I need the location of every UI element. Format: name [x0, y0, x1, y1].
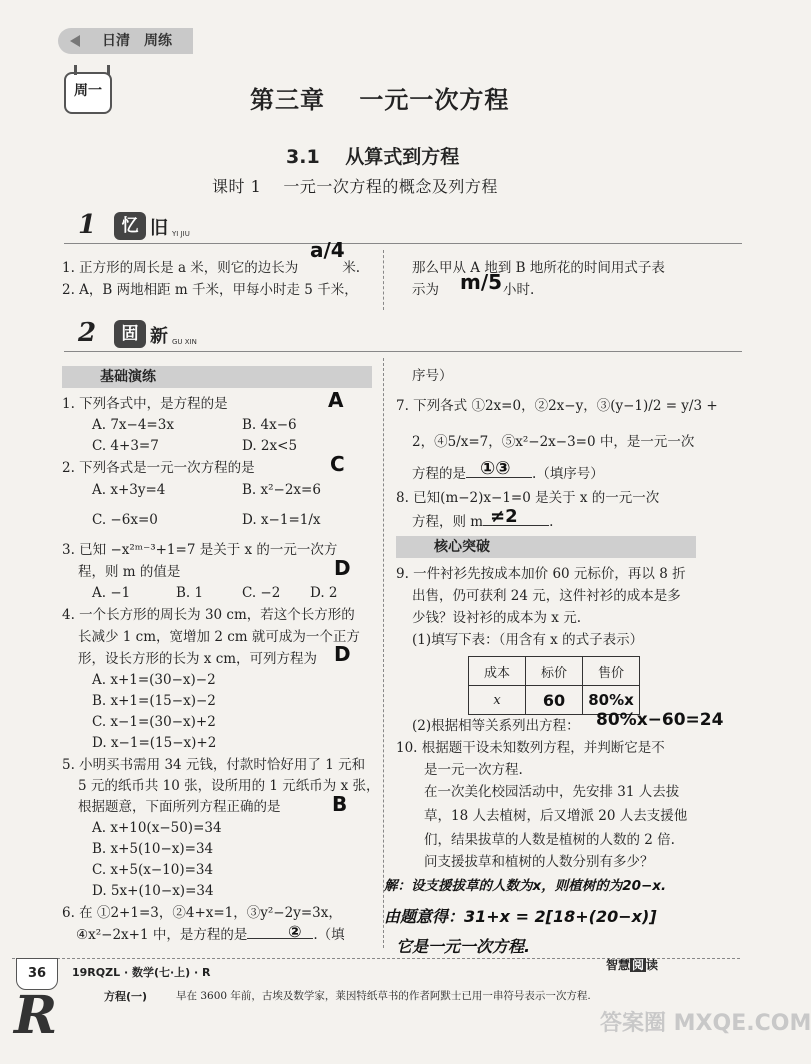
q2-opt-c: C. −6x=0 [92, 512, 158, 528]
q8-stem-1: 8. 已知(m−2)x−1=0 是关于 x 的一元一次 [396, 490, 660, 506]
q10-stem-3: 在一次美化校园活动中，先安排 31 人去拔 [424, 784, 680, 800]
q8-answer: ≠2 [490, 506, 518, 527]
q9-stem-4: (1)填写下表：（用含有 x 的式子表示） [412, 632, 644, 648]
page-number: 36 [16, 958, 58, 990]
q6-blank [247, 938, 313, 939]
q1-stem: 1. 下列各式中，是方程的是 [62, 396, 228, 412]
q2-answer: C [330, 452, 345, 476]
q9-stem-3: 少钱？设衬衫的成本为 x 元. [412, 610, 581, 626]
q4-stem-1: 4. 一个长方形的周长为 30 cm，若这个长方形的 [62, 607, 355, 623]
footnote-label: 方程(一) [104, 990, 148, 1003]
q10-stem-1: 10. 根据题干设未知数列方程，并判断它是不 [396, 740, 665, 756]
section-title: 3.1 从算式到方程 [286, 146, 460, 168]
table-cell: 60 [526, 686, 583, 715]
q10-stem-5: 们，结果拔草的人数是植树的人数的 2 倍. [424, 832, 675, 848]
watermark: 答案圈 MXQE.COM [600, 1011, 811, 1036]
table-header: 标价 [526, 657, 583, 686]
q6-end: .（填 [313, 927, 345, 943]
brand-char: 智 [606, 958, 619, 972]
q5-answer: B [332, 792, 348, 816]
q10-handwritten-line2: 由题意得：31+x = 2[18+(20−x)] [384, 907, 657, 926]
series-letter: R [14, 985, 58, 1046]
calendar-icon [74, 65, 110, 75]
footnote-text: 早在 3600 年前，古埃及数学家，莱因特纸草书的作者阿默士已用一串符号表示一次方程. [176, 990, 591, 1002]
table-row [469, 657, 640, 686]
q8-end: . [549, 514, 554, 530]
part2-label: 新 [150, 326, 168, 347]
table-cell: 80%x [583, 686, 640, 715]
column-divider [383, 250, 384, 310]
review-q2-unit: 小时. [503, 282, 535, 298]
q7-stem-2: 2，④5/x=7，⑤x²−2x−3=0 中，是一元一次 [412, 434, 695, 450]
lesson-title: 课时 1 一元一次方程的概念及列方程 [212, 177, 498, 196]
brand-label [606, 956, 658, 973]
part1-badge: 忆 [114, 212, 146, 240]
q5-stem-1: 5. 小明买书需用 34 元钱，付款时恰好用了 1 元和 [62, 757, 366, 773]
core-heading: 核心突破 [396, 536, 696, 558]
q2-opt-d: D. x−1=1/x [242, 512, 321, 528]
table-cell: x [469, 686, 526, 715]
brand-char: 慧 [618, 958, 631, 972]
part2-number: 2 [78, 318, 97, 348]
review-q2: 2. A，B 两地相距 m 千米，甲每小时走 5 千米， [62, 282, 358, 298]
divider [64, 351, 742, 352]
q7-stem-3: 方程的是 [412, 466, 466, 482]
q6-stem-1: 6. 在 ①2+1=3，②4+x=1，③y²−2y=3x， [62, 905, 342, 921]
q9-answer: 80%x−60=24 [596, 710, 724, 730]
review-q2-answer: m/5 [460, 270, 503, 294]
brand-char: 阅 [632, 958, 645, 972]
q3-opt-a: A. −1 [92, 585, 131, 601]
book-code: 19RQZL · 数学(七·上) · R [72, 966, 211, 979]
q2-opt-a: A. x+3y=4 [92, 482, 166, 498]
q3-stem-1: 3. 已知 −x²ᵐ⁻³+1=7 是关于 x 的一元一次方 [62, 542, 338, 558]
q10-handwritten-line1: 解：设支援拔草的人数为x，则植树的为20−x. [384, 878, 667, 894]
q5-stem-2: 5 元的纸币共 10 张，设所用的 1 元纸币为 x 张， [78, 778, 380, 794]
q4-stem-3: 形，设长方形的长为 x cm，可列方程为 [78, 651, 318, 667]
q5-opt-a: A. x+10(x−50)=34 [92, 820, 222, 836]
q9-stem-1: 9. 一件衬衫先按成本加价 60 元标价，再以 8 折 [396, 566, 686, 582]
divider [64, 243, 742, 244]
brand-char: 读 [646, 958, 659, 972]
q3-answer: D [334, 556, 351, 580]
q3-opt-d: D. 2 [310, 585, 338, 601]
q10-handwritten-line3: 它是一元一次方程. [396, 937, 531, 956]
basic-heading: 基础演练 [62, 366, 372, 388]
q6-stem-3: 序号） [412, 368, 453, 384]
q2-stem: 2. 下列各式是一元一次方程的是 [62, 460, 255, 476]
q4-opt-a: A. x+1=(30−x)−2 [92, 672, 216, 688]
column-divider [383, 358, 384, 948]
header-tab-label: 日清 周练 [102, 33, 172, 49]
q9-table [468, 656, 640, 715]
q2-opt-b: B. x²−2x=6 [242, 482, 321, 498]
q1-opt-d: D. 2x<5 [242, 438, 298, 454]
calendar-day-badge [64, 72, 112, 114]
q9-stem-5: (2)根据相等关系列出方程： [412, 718, 580, 734]
q4-opt-b: B. x+1=(15−x)−2 [92, 693, 216, 709]
q6-answer: ② [288, 922, 302, 941]
part1-pinyin: YI JIU [172, 230, 190, 238]
q10-stem-2: 是一元一次方程. [424, 762, 523, 778]
table-header: 售价 [583, 657, 640, 686]
q4-stem-2: 长减少 1 cm，宽增加 2 cm 就可成为一个正方 [78, 629, 360, 645]
q7-end: .（填序号） [532, 466, 604, 482]
q3-opt-b: B. 1 [176, 585, 204, 601]
q1-opt-b: B. 4x−6 [242, 417, 297, 433]
q4-opt-d: D. x−1=(15−x)+2 [92, 735, 217, 751]
q5-opt-d: D. 5x+(10−x)=34 [92, 883, 214, 899]
arrow-left-icon [70, 35, 80, 47]
q1-opt-c: C. 4+3=7 [92, 438, 159, 454]
q1-answer: A [328, 388, 344, 412]
q3-opt-c: C. −2 [242, 585, 281, 601]
part2-badge: 固 [114, 320, 146, 348]
q4-answer: D [334, 642, 351, 666]
chapter-title: 第三章 一元一次方程 [250, 86, 510, 114]
day-label: 周一 [74, 83, 102, 99]
q5-opt-c: C. x+5(x−10)=34 [92, 862, 214, 878]
review-q1-unit: 米. [342, 260, 361, 276]
review-q1: 1. 正方形的周长是 a 米，则它的边长为 [62, 260, 299, 276]
q4-opt-c: C. x−1=(30−x)+2 [92, 714, 216, 730]
part1-label: 旧 [150, 218, 168, 239]
q5-opt-b: B. x+5(10−x)=34 [92, 841, 214, 857]
q1-opt-a: A. 7x−4=3x [92, 417, 174, 433]
header-tab [58, 28, 193, 54]
part2-pinyin: GU XIN [172, 338, 197, 346]
review-q1-answer: a/4 [310, 238, 345, 262]
review-q2-cont: 那么甲从 A 地到 B 地所花的时间用式子表 [412, 260, 665, 276]
q10-stem-6: 问支援拔草和植树的人数分别有多少？ [424, 854, 654, 870]
q9-stem-2: 出售，仍可获利 24 元，这件衬衫的成本是多 [412, 588, 681, 604]
q7-answer: ①③ [480, 458, 511, 479]
q10-stem-4: 草，18 人去植树，后又增派 20 人去支援他 [424, 808, 688, 824]
q5-stem-3: 根据题意，下面所列方程正确的是 [78, 799, 281, 815]
part1-number: 1 [78, 210, 97, 240]
q3-stem-2: 程，则 m 的值是 [78, 564, 181, 580]
q8-stem-2: 方程，则 m [412, 514, 484, 530]
table-header: 成本 [469, 657, 526, 686]
q6-stem-2: ④x²−2x+1 中，是方程的是 [76, 927, 248, 943]
review-q2-cont2: 示为 [412, 282, 439, 298]
q7-stem-1: 7. 下列各式 ①2x=0，②2x−y，③(y−1)/2 = y/3 + [396, 398, 718, 414]
